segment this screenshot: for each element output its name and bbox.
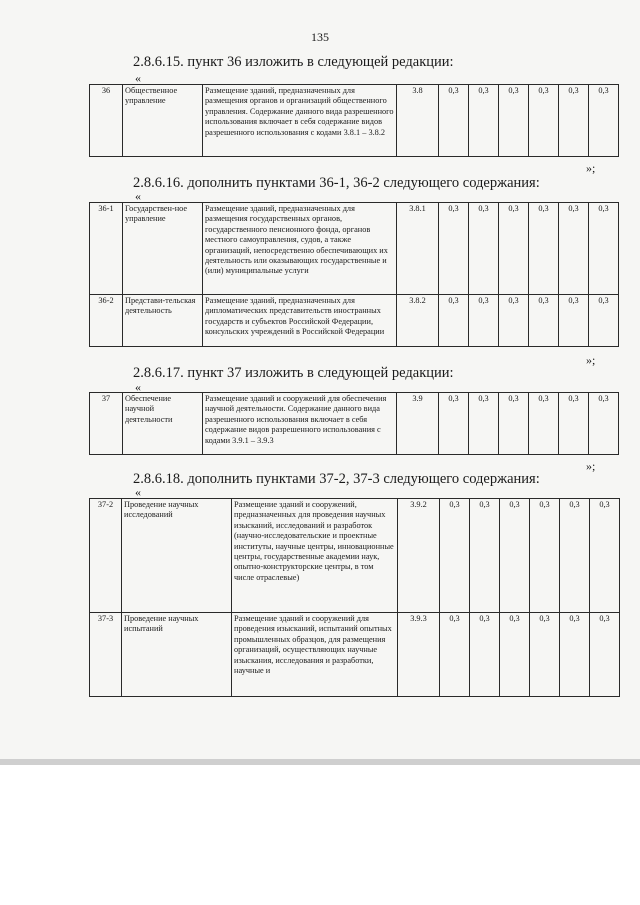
value-cell: 0,3: [440, 613, 470, 697]
value-cell: 0,3: [559, 85, 589, 157]
use-name: Проведение научных испытаний: [122, 613, 232, 697]
use-description: Размещение зданий, предназначенных для размещения государственных органов, государственного пенсионного фонда, органов местного самоуправления, судов, а также организаций, непосредственно обеспечивающих их деятельность или оказывающих государственные и (или) муниципальные услуги: [203, 203, 397, 295]
section-heading: 2.8.6.16. дополнить пунктами 36-1, 36-2 следующего содержания:: [133, 175, 540, 191]
value-cell: 0,3: [530, 613, 560, 697]
table-row: [90, 295, 619, 347]
closing-quote: »;: [586, 459, 596, 473]
table-section-36-1: [89, 202, 619, 347]
opening-quote: «: [135, 71, 141, 85]
use-code: 3.8.2: [397, 295, 439, 347]
use-name: Представи-тельская деятельность: [123, 295, 203, 347]
value-cell: 0,3: [589, 295, 619, 347]
value-cell: 0,3: [469, 393, 499, 455]
value-cell: 0,3: [529, 203, 559, 295]
section-heading: 2.8.6.17. пункт 37 изложить в следующей редакции:: [133, 365, 454, 381]
use-name: Государствен-ное управление: [123, 203, 203, 295]
section-heading: 2.8.6.15. пункт 36 изложить в следующей редакции:: [133, 54, 454, 70]
use-code: 3.9: [397, 393, 439, 455]
value-cell: 0,3: [560, 613, 590, 697]
table-section-36: [89, 84, 619, 157]
page-number: 135: [311, 30, 329, 44]
value-cell: 0,3: [559, 295, 589, 347]
use-name: Общественное управление: [123, 85, 203, 157]
value-cell: 0,3: [470, 499, 500, 613]
use-name: Проведение научных исследований: [122, 499, 232, 613]
use-code: 3.8.1: [397, 203, 439, 295]
value-cell: 0,3: [469, 85, 499, 157]
use-code: 3.9.2: [398, 499, 440, 613]
value-cell: 0,3: [590, 499, 620, 613]
value-cell: 0,3: [439, 295, 469, 347]
value-cell: 0,3: [439, 393, 469, 455]
row-number: 37-2: [90, 499, 122, 613]
use-code: 3.8: [397, 85, 439, 157]
row-number: 36-1: [90, 203, 123, 295]
row-number: 37-3: [90, 613, 122, 697]
table-row: [90, 85, 619, 157]
value-cell: 0,3: [469, 295, 499, 347]
use-description: Размещение зданий, предназначенных для дипломатических представительств иностранных государств и субъектов Российской Федерации, консульских учреждений в Российской Федерации: [203, 295, 397, 347]
value-cell: 0,3: [439, 203, 469, 295]
value-cell: 0,3: [589, 393, 619, 455]
row-number: 36: [90, 85, 123, 157]
use-name: Обеспечение научной деятельности: [123, 393, 203, 455]
value-cell: 0,3: [559, 393, 589, 455]
value-cell: 0,3: [440, 499, 470, 613]
value-cell: 0,3: [589, 203, 619, 295]
value-cell: 0,3: [499, 85, 529, 157]
value-cell: 0,3: [529, 295, 559, 347]
value-cell: 0,3: [589, 85, 619, 157]
value-cell: 0,3: [499, 203, 529, 295]
value-cell: 0,3: [560, 499, 590, 613]
use-description: Размещение зданий и сооружений, предназначенных для проведения научных изысканий, исследований и разработок (научно-исследовательские и проектные институты, научные центры, инновационные центры, государственные академии наук, опытно-конструкторские центры, в том числе отраслевые): [232, 499, 398, 613]
opening-quote: «: [135, 189, 141, 203]
table-row: [90, 613, 620, 697]
value-cell: 0,3: [499, 295, 529, 347]
table-row: [90, 393, 619, 455]
value-cell: 0,3: [590, 613, 620, 697]
table-section-37-2: [89, 498, 620, 697]
closing-quote: »;: [586, 353, 596, 367]
value-cell: 0,3: [530, 499, 560, 613]
use-description: Размещение зданий и сооружений для проведения изысканий, испытаний опытных промышленных образцов, для размещения организаций, осуществляющих научные изыскания, исследования и разработки, научные и: [232, 613, 398, 697]
value-cell: 0,3: [469, 203, 499, 295]
value-cell: 0,3: [529, 85, 559, 157]
value-cell: 0,3: [500, 613, 530, 697]
table-row: [90, 203, 619, 295]
value-cell: 0,3: [439, 85, 469, 157]
value-cell: 0,3: [500, 499, 530, 613]
opening-quote: «: [135, 485, 141, 499]
opening-quote: «: [135, 380, 141, 394]
use-description: Размещение зданий и сооружений для обеспечения научной деятельности. Содержание данного вида разрешенного использования включает в себя содержание видов разрешенного использования с кодами 3.9.1 – 3.9.3: [203, 393, 397, 455]
row-number: 37: [90, 393, 123, 455]
value-cell: 0,3: [559, 203, 589, 295]
value-cell: 0,3: [529, 393, 559, 455]
value-cell: 0,3: [470, 613, 500, 697]
use-code: 3.9.3: [398, 613, 440, 697]
section-heading: 2.8.6.18. дополнить пунктами 37-2, 37-3 следующего содержания:: [133, 471, 540, 487]
table-row: [90, 499, 620, 613]
closing-quote: »;: [586, 161, 596, 175]
value-cell: 0,3: [499, 393, 529, 455]
row-number: 36-2: [90, 295, 123, 347]
use-description: Размещение зданий, предназначенных для размещения органов и организаций общественного управления. Содержание данного вида разрешенного использования включает в себя содержание видов разрешенного использования с кодами 3.8.1 – 3.8.2: [203, 85, 397, 157]
table-section-37: [89, 392, 619, 455]
